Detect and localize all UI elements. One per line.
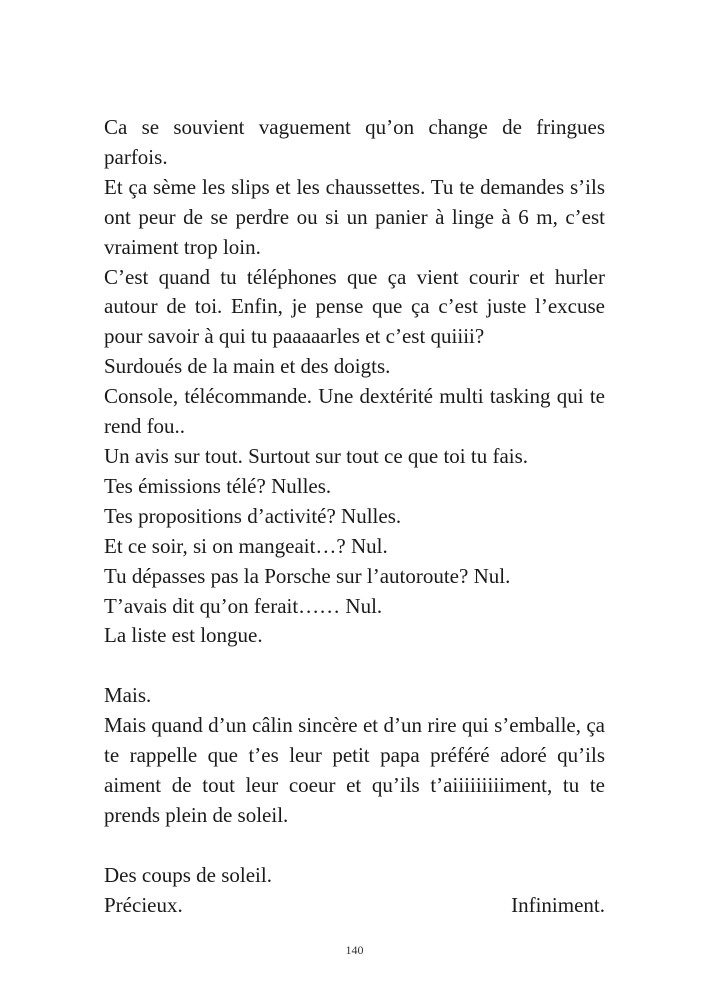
paragraph: Tes émissions télé? Nulles. bbox=[104, 473, 332, 498]
paragraph: Un avis sur tout. Surtout sur tout ce que toi tu fais. bbox=[104, 443, 529, 468]
paragraph: Ca se souvient vaguement qu’on change de fringues parfois. bbox=[104, 115, 605, 169]
closing-left-word: Précieux. bbox=[104, 892, 183, 917]
paragraph-gap bbox=[104, 651, 605, 681]
paragraph: Et ça sème les slips et les chaussettes. Tu te demandes s’ils ont peur de se perdre ou si un panier à linge à 6 m, c’est vraiment trop loin. bbox=[104, 174, 605, 259]
paragraph-gap bbox=[104, 831, 605, 861]
page-number: 140 bbox=[345, 943, 364, 957]
paragraph: Mais. bbox=[104, 683, 152, 708]
paragraph: Console, télécommande. Une dextérité multi tasking qui te rend fou.. bbox=[104, 384, 605, 439]
paragraph: T’avais dit qu’on ferait…… Nul. bbox=[104, 593, 383, 618]
closing-split-line bbox=[104, 891, 605, 921]
page-body bbox=[104, 113, 605, 920]
closing-right-word: Infiniment. bbox=[511, 892, 605, 917]
paragraph: Surdoués de la main et des doigts. bbox=[104, 354, 391, 379]
paragraph: Tes propositions d’activité? Nulles. bbox=[104, 503, 402, 528]
paragraph: C’est quand tu téléphones que ça vient courir et hurler autour de toi. Enfin, je pense que ça c’est juste l’excuse pour savoir à qui tu paaaaarles et c’est quiiii? bbox=[104, 264, 605, 349]
closing-line: Des coups de soleil. bbox=[104, 862, 272, 887]
paragraph: Tu dépasses pas la Porsche sur l’autoroute? Nul. bbox=[104, 563, 511, 588]
paragraph: La liste est longue. bbox=[104, 623, 263, 648]
paragraph: Mais quand d’un câlin sincère et d’un rire qui s’emballe, ça te rappelle que t’es leur petit papa préféré adoré qu’ils aiment de tout leur coeur et qu’ils t’aiiiiiiiiiment, tu te prends plein de soleil. bbox=[104, 713, 605, 827]
paragraph: Et ce soir, si on mangeait…? Nul. bbox=[104, 533, 388, 558]
